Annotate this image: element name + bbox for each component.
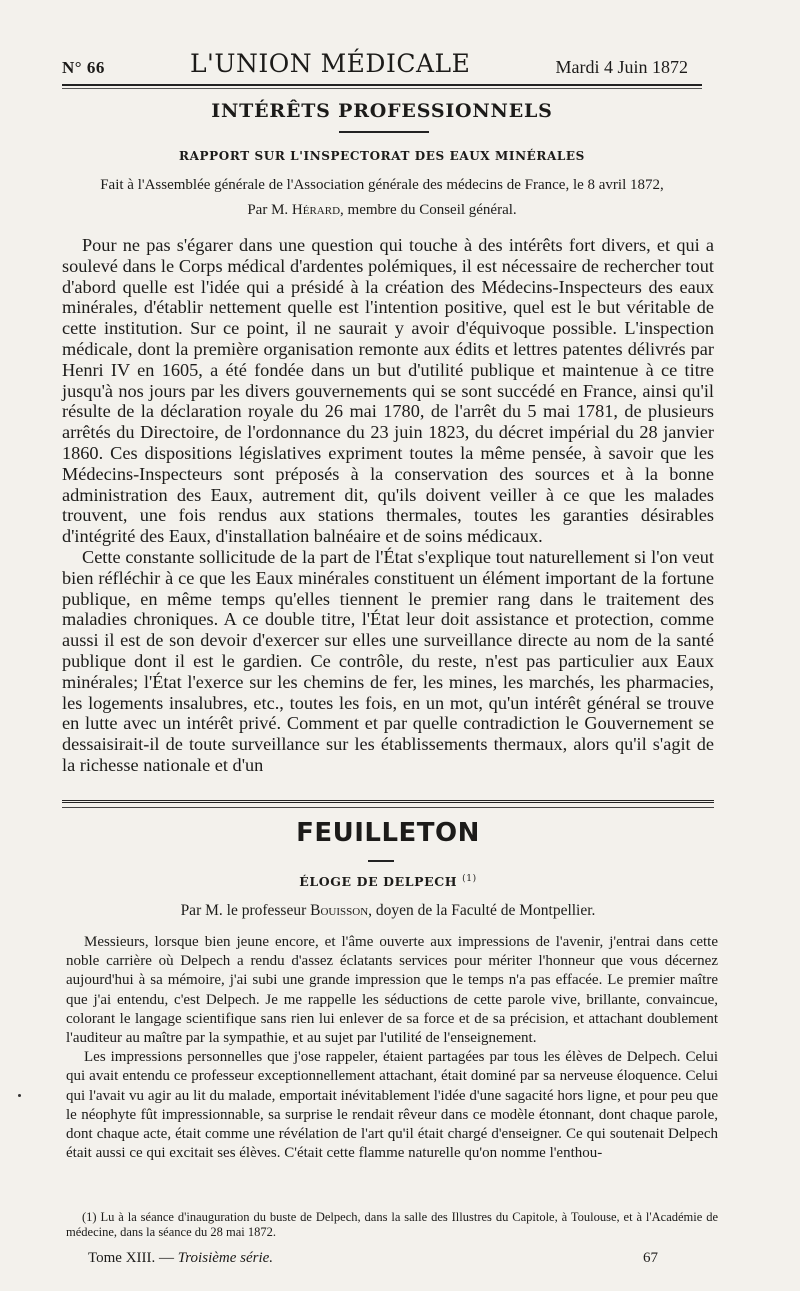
issue-number: N° 66 — [62, 58, 105, 77]
page-number: 67 — [643, 1250, 658, 1266]
eloge-title-text: ÉLOGE DE DELPECH — [299, 874, 458, 890]
report-author — [62, 202, 702, 219]
footnote-text: (1) Lu à la séance d'inauguration du buste de Delpech, dans la salle des Illustres du Capitole, à Toulouse, et à l'Académie de médecine, dans la séance du 28 mai 1872. — [66, 1210, 718, 1239]
section-heading: INTÉRÊTS PROFESSIONNELS — [211, 100, 553, 122]
feuilleton-paragraph: Les impressions personnelles que j'ose rappeler, étaient partagées par tous les élèves de Delpech. Celui qui avait entendu ce professeur exceptionnellement attachant, était dominé par sa nerveuse éloquence. Celui qui l'avait vu agir au lit du malade, emportait inévitablement l'idée d'une sagacité hors ligne, et pour peu que le néophyte fût impressionnable, sa surprise le rendait rêveur dans ce modèle étonnant, dont chaque parole, dont chaque acte, était comme une révélation de l'art qu'il était chargé d'enseigner. Ce qui soutenait Delpech était aussi ce qui excitait ses élèves. C'était cette flamme naturelle qu'on nomme l'enthou- — [66, 1049, 718, 1162]
article-body — [62, 235, 714, 776]
footer-series: Troisième série. — [177, 1250, 274, 1266]
eloge-author-suffix: , doyen de la Faculté de Montpellier. — [368, 902, 596, 919]
feuilleton-paragraph: Messieurs, lorsque bien jeune encore, et l'âme ouverte aux impressions de l'avenir, j'entrai dans cette noble carrière où Delpech a rendu d'assez éclatants services pour mériter l'honneur que vous décernez aujourd'hui à sa mémoire, j'ai subi une grande impression que le temps n'a pas effacée. Le premier maître que j'ai entendu, c'est Delpech. Je me rappelle les séductions de cette parole vive, brillante, convaincue, colorant le langage scientifique sans rien lui enlever de sa force et de sa précision, et attachant doublement l'auditeur au maître par la sympathie, et au sujet par l'utilité de l'enseignement. — [66, 934, 718, 1047]
footer-dash: — — [155, 1250, 178, 1266]
masthead — [62, 38, 688, 78]
masthead-rule-thin — [62, 88, 702, 89]
feuilleton-separator — [62, 800, 714, 803]
section-divider — [339, 131, 429, 133]
article-paragraph: Cette constante sollicitude de la part de l'État s'explique tout naturellement si l'on veut bien réfléchir à ce que les Eaux minérales constituent un élément important de la fortune publique, en même temps qu'elles tiennent le premier rang dans le traitement des maladies chroniques. A ce double titre, l'État leur doit assistance et protection, comme aussi il est de son devoir d'exercer sur elles une surveillance directe au nom de la santé publique dont il est le gardien. Ce contrôle, du reste, n'est pas particulier aux Eaux minérales; l'État l'exerce sur les chemins de fer, les mines, les marchés, les pharmacies, les logements insalubres, etc., toutes les fois, en un mot, qu'un intérêt général se trouve en lutte avec un intérêt privé. Comment et par quelle contradiction le Gouvernement se dessaisirait-il de toute surveillance sur les établissements thermaux, alors qu'il s'agit de la richesse nationale et d'un — [62, 546, 714, 775]
report-author-name: Hérard — [291, 202, 341, 218]
eloge-author-prefix: Par M. le professeur — [180, 902, 311, 919]
footer-volume: Tome XIII. — [88, 1250, 156, 1266]
eloge-author — [62, 902, 714, 920]
footnote — [66, 1210, 718, 1240]
report-subtitle: Fait à l'Assemblée générale de l'Association générale des médecins de France, le 8 avril 1872, — [100, 177, 664, 193]
margin-mark — [18, 1094, 21, 1097]
report-author-prefix: Par M. — [247, 202, 292, 218]
eloge-title — [62, 874, 714, 889]
masthead-rule — [62, 84, 702, 86]
article-paragraph: Pour ne pas s'égarer dans une question qui touche à des intérêts fort divers, et qui a soulevé dans le Corps médical d'ardentes polémiques, il est nécessaire de rechercher tout d'abord quelle est l'idée qui a présidé à la création des Médecins-Inspecteurs des eaux minérales, d'établir nettement quelle est l'intention positive, quel est le but véritable de cette institution. Sur ce point, il ne saurait y avoir d'équivoque possible. L'inspection médicale, dont la première organisation remonte aux édits et lettres patentes délivrés par Henri IV en 1605, a été fondée dans un but d'utilité publique et maintenue à ce titre jusqu'à nos jours par les divers gouvernements qui se sont succédé en France, ainsi qu'il résulte de la déclaration royale du 26 mai 1780, de l'arrêt du 5 mai 1781, de plusieurs arrêtés du Directoire, de l'ordonnance du 23 juin 1823, du décret impérial du 28 janvier 1860. Ces dispositions législatives expriment toutes la même pensée, à savoir que les Médecins-Inspecteurs sont préposés à la conservation des sources et à la bonne administration des Eaux, autrement dit, qu'ils doivent veiller à ce que les malades trouvent, une fois rendus aux stations thermales, toutes les garanties désirables d'intégrité des Eaux, d'installation balnéaire et de soins médicaux. — [62, 235, 714, 547]
issue-date: Mardi 4 Juin 1872 — [555, 57, 688, 77]
footer-volume-series — [88, 1250, 273, 1267]
eloge-author-name: Bouisson — [310, 902, 369, 919]
feuilleton-body — [66, 933, 718, 1163]
report-author-suffix: , membre du Conseil général. — [340, 202, 517, 218]
journal-title: L'UNION MÉDICALE — [189, 49, 471, 78]
footnote-marker: (1) — [462, 874, 477, 884]
feuilleton-heading: FEUILLETON — [296, 818, 480, 848]
feuilleton-separator-thin — [62, 807, 714, 808]
report-title: RAPPORT SUR L'INSPECTORAT DES EAUX MINÉRALES — [179, 149, 585, 163]
page-footer — [88, 1250, 658, 1267]
feuilleton-divider — [368, 860, 394, 862]
